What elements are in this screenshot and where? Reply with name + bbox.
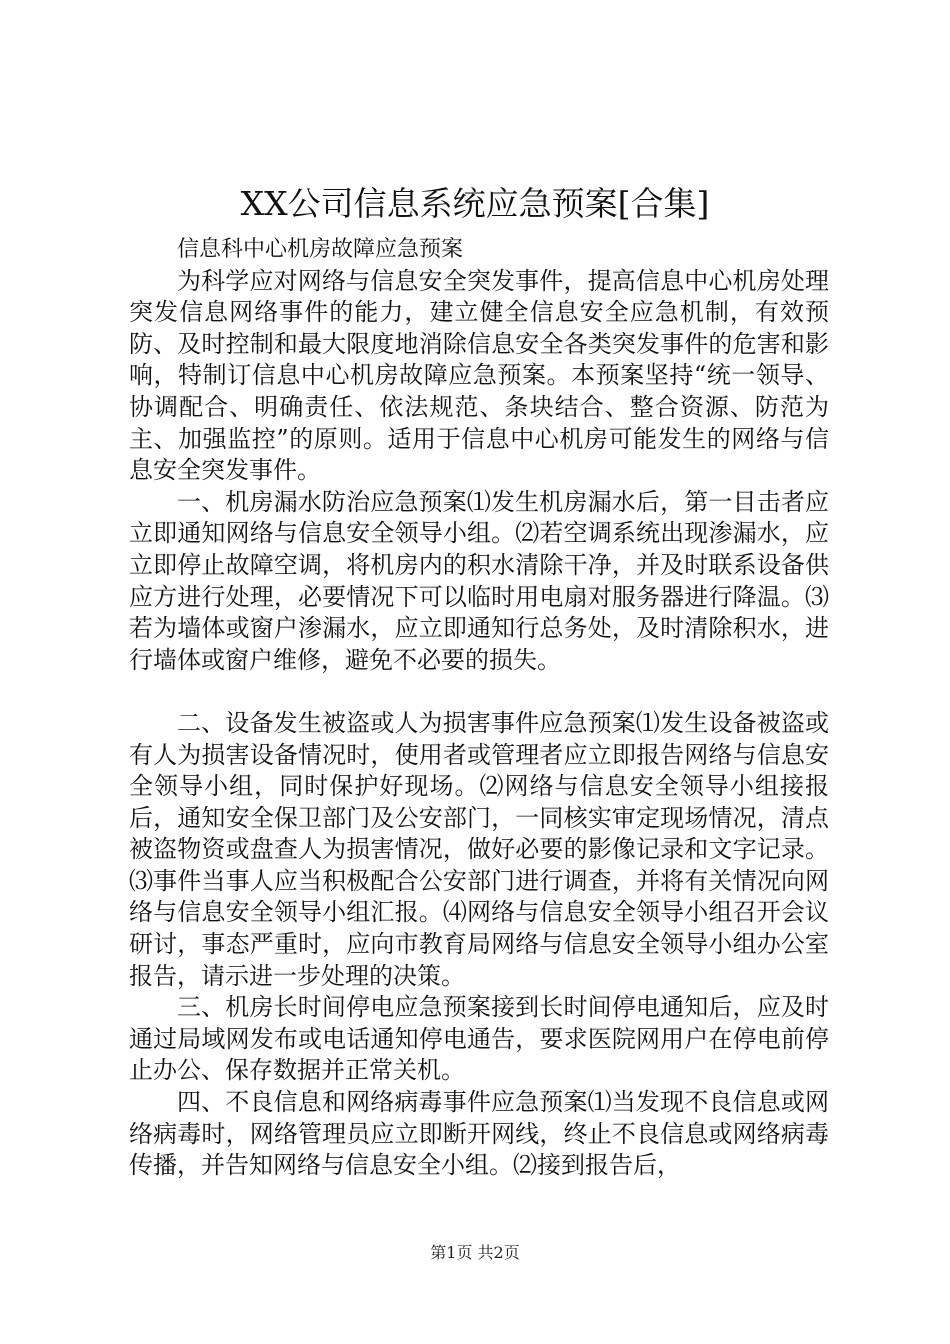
paragraph-section-3: 三、机房长时间停电应急预案接到长时间停电通知后，应及时通过局域网发布或电话通知停电通告，要求医院网用户在停电前停止办公、保存数据并正常关机。 (129, 993, 829, 1085)
paragraph-intro: 为科学应对网络与信息安全突发事件，提高信息中心机房处理突发信息网络事件的能力，建立健全信息安全应急机制，有效预防、及时控制和最大限度地消除信息安全各类突发事件的危害和影响，特制订信息中心机房故障应急预案。本预案坚持“统一领导、协调配合、明确责任、依法规范、条块结合、整合资源、防范为主、加强监控”的原则。适用于信息中心机房可能发生的网络与信息安全突发事件。 (129, 266, 829, 485)
document-body (129, 234, 829, 1182)
document-subtitle: 信息科中心机房故障应急预案 (177, 237, 464, 262)
paragraph-section-1: 一、机房漏水防治应急预案⑴发生机房漏水后，第一目击者应立即通知网络与信息安全领导小组。⑵若空调系统出现渗漏水，应立即停止故障空调，将机房内的积水清除干净，并及时联系设备供应方进行处理，必要情况下可以临时用电扇对服务器进行降温。⑶若为墙体或窗户渗漏水，应立即通知行总务处，及时清除积水，进行墙体或窗户维修，避免不必要的损失。 (129, 487, 829, 674)
page-number-footer: 第1页 共2页 (430, 1243, 520, 1262)
paragraph-spacer (129, 676, 829, 708)
paragraph-section-4: 四、不良信息和网络病毒事件应急预案⑴当发现不良信息或网络病毒时，网络管理员应立即断开网线，终止不良信息或网络病毒传播，并告知网络与信息安全小组。⑵接到报告后， (129, 1088, 829, 1180)
document-title: XX公司信息系统应急预案[合集] (240, 184, 710, 223)
paragraph-section-2: 二、设备发生被盗或人为损害事件应急预案⑴发生设备被盗或有人为损害设备情况时，使用者或管理者应立即报告网络与信息安全领导小组，同时保护好现场。⑵网络与信息安全领导小组接报后，通知安全保卫部门及公安部门，一同核实审定现场情况，清点被盗物资或盘查人为损害情况，做好必要的影像记录和文字记录。⑶事件当事人应当积极配合公安部门进行调查，并将有关情况向网络与信息安全领导小组汇报。⑷网络与信息安全领导小组召开会议研讨，事态严重时，应向市教育局网络与信息安全领导小组办公室报告，请示进一步处理的决策。 (129, 708, 829, 990)
